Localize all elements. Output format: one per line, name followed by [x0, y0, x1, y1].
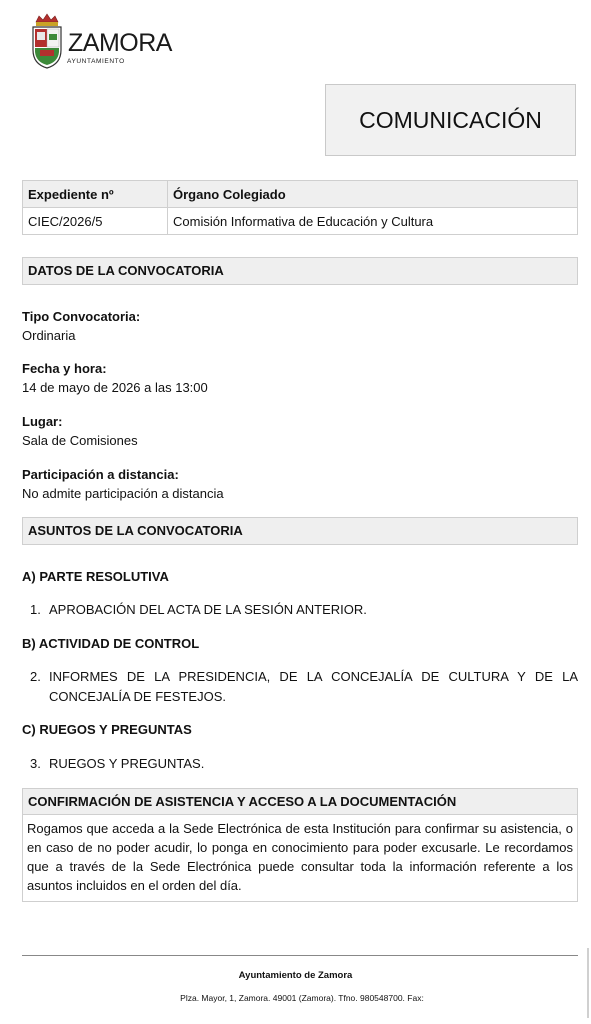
- value-participacion: No admite participación a distancia: [22, 486, 224, 501]
- group-title-parte-resolutiva: A) PARTE RESOLUTIVA: [22, 569, 169, 584]
- value-fecha-hora: 14 de mayo de 2026 a las 13:00: [22, 380, 208, 395]
- expediente-table: [22, 180, 578, 235]
- group-title-ruegos-preguntas: C) RUEGOS Y PREGUNTAS: [22, 722, 192, 737]
- document-title: COMUNICACIÓN: [325, 84, 576, 156]
- label-lugar: Lugar:: [22, 414, 63, 429]
- cell-organo: Comisión Informativa de Educación y Cultura: [168, 208, 578, 235]
- value-tipo-convocatoria: Ordinaria: [22, 328, 76, 343]
- logo-name: ZAMORA: [68, 29, 172, 57]
- footer-address: Plza. Mayor, 1, Zamora. 49001 (Zamora). Tfno. 980548700. Fax:: [180, 993, 424, 1003]
- value-lugar: Sala de Comisiones: [22, 433, 138, 448]
- label-fecha-hora: Fecha y hora:: [22, 361, 107, 376]
- item-number: 1.: [30, 602, 41, 617]
- footer-organization: Ayuntamiento de Zamora: [238, 970, 353, 981]
- item-number: 3.: [30, 756, 41, 771]
- section-confirmacion: CONFIRMACIÓN DE ASISTENCIA Y ACCESO A LA DOCUMENTACIÓN: [22, 788, 578, 814]
- city-logo: [30, 12, 180, 70]
- list-item: [30, 600, 578, 620]
- item-text: APROBACIÓN DEL ACTA DE LA SESIÓN ANTERIOR.: [49, 602, 367, 617]
- footer-divider: [22, 955, 578, 956]
- header-expediente: Expediente nº: [23, 181, 168, 208]
- item-number: 2.: [30, 669, 41, 684]
- label-tipo-convocatoria: Tipo Convocatoria:: [22, 309, 141, 324]
- confirmacion-text: Rogamos que acceda a la Sede Electrónica de esta Institución para confirmar su asistencia, o en caso de no poder acudir, lo ponga en conocimiento para poder excusarle. Le recordamos que a través de la Sede Electrónica puede consultar toda la información referente a los asuntos incluidos en el orden del día.: [22, 814, 578, 902]
- table-row: [23, 208, 578, 235]
- item-text: INFORMES DE LA PRESIDENCIA, DE LA CONCEJALÍA DE CULTURA Y DE LA CONCEJALÍA DE FESTEJOS.: [49, 669, 578, 704]
- cell-expediente: CIEC/2026/5: [23, 208, 168, 235]
- coat-of-arms-icon: [30, 12, 64, 70]
- item-text: RUEGOS Y PREGUNTAS.: [49, 756, 205, 771]
- list-item: [30, 667, 578, 707]
- header-organo: Órgano Colegiado: [168, 181, 578, 208]
- group-title-actividad-control: B) ACTIVIDAD DE CONTROL: [22, 636, 200, 651]
- table-header-row: [23, 181, 578, 208]
- label-participacion: Participación a distancia:: [22, 467, 179, 482]
- list-item: [30, 754, 578, 774]
- logo-subtitle: AYUNTAMIENTO: [67, 58, 125, 65]
- section-asuntos: ASUNTOS DE LA CONVOCATORIA: [22, 517, 578, 545]
- page-edge: [587, 948, 589, 1018]
- section-datos-convocatoria: DATOS DE LA CONVOCATORIA: [22, 257, 578, 285]
